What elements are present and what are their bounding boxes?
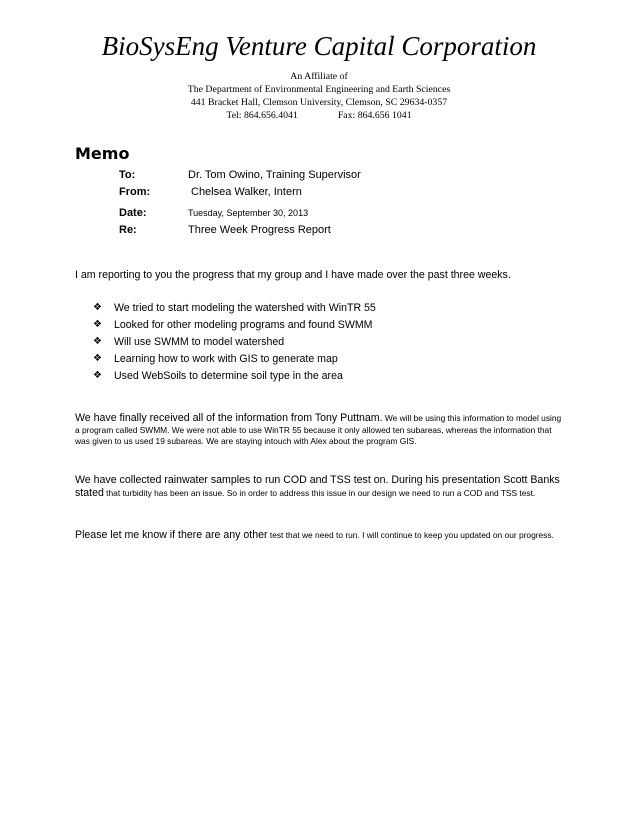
intro-paragraph: I am reporting to you the progress that my group and I have made over the past three weeks.: [75, 269, 511, 281]
field-label: From:: [119, 186, 151, 198]
affiliate-line: An Affiliate of: [290, 71, 348, 82]
field-value: Chelsea Walker, Intern: [191, 186, 302, 198]
field-value: Tuesday, September 30, 2013: [188, 208, 309, 218]
field-label: Date:: [119, 207, 147, 219]
field-value: Three Week Progress Report: [188, 224, 331, 236]
paragraph-closing: Please let me know if there are any other test that we need to run. I will continue to keep you updated on our progress.: [75, 529, 554, 541]
field-label: To:: [119, 169, 136, 181]
paragraph-samples: We have collected rainwater samples to run COD and TSS test on. During his presentation Scott Banks stated that turbidity has been an issue. So in order to address this issue in our design we need to run a COD and TSS test.: [75, 474, 560, 499]
field-label: Re:: [119, 224, 137, 236]
address-line: 441 Bracket Hall, Clemson University, Clemson, SC 29634-0357: [190, 97, 448, 108]
diamond-bullet-icon: ❖: [93, 353, 102, 364]
diamond-bullet-icon: ❖: [93, 302, 102, 313]
company-title: BioSysEng Venture Capital Corporation: [101, 31, 537, 61]
memo-heading: Memo: [75, 144, 130, 163]
department-line: The Department of Environmental Engineering and Earth Sciences: [187, 84, 451, 95]
paragraph-information: We have finally received all of the information from Tony Puttnam. We will be using this information to model using a program called SWMM. We were not able to use WinTR 55 because it only allowed ten subareas, whereas the information that was given to us used 19 subareas. We are staying intouch with Alex about the program GIS.: [75, 412, 562, 446]
diamond-bullet-icon: ❖: [93, 370, 102, 381]
fax-text: Fax: 864.656 1041: [337, 110, 412, 121]
field-value: Dr. Tom Owino, Training Supervisor: [188, 169, 361, 181]
letterhead-block: [0, 70, 638, 122]
diamond-bullet-icon: ❖: [93, 336, 102, 347]
tel-text: Tel: 864.656.4041: [226, 110, 298, 121]
contact-line: [0, 109, 638, 122]
diamond-bullet-icon: ❖: [93, 319, 102, 330]
